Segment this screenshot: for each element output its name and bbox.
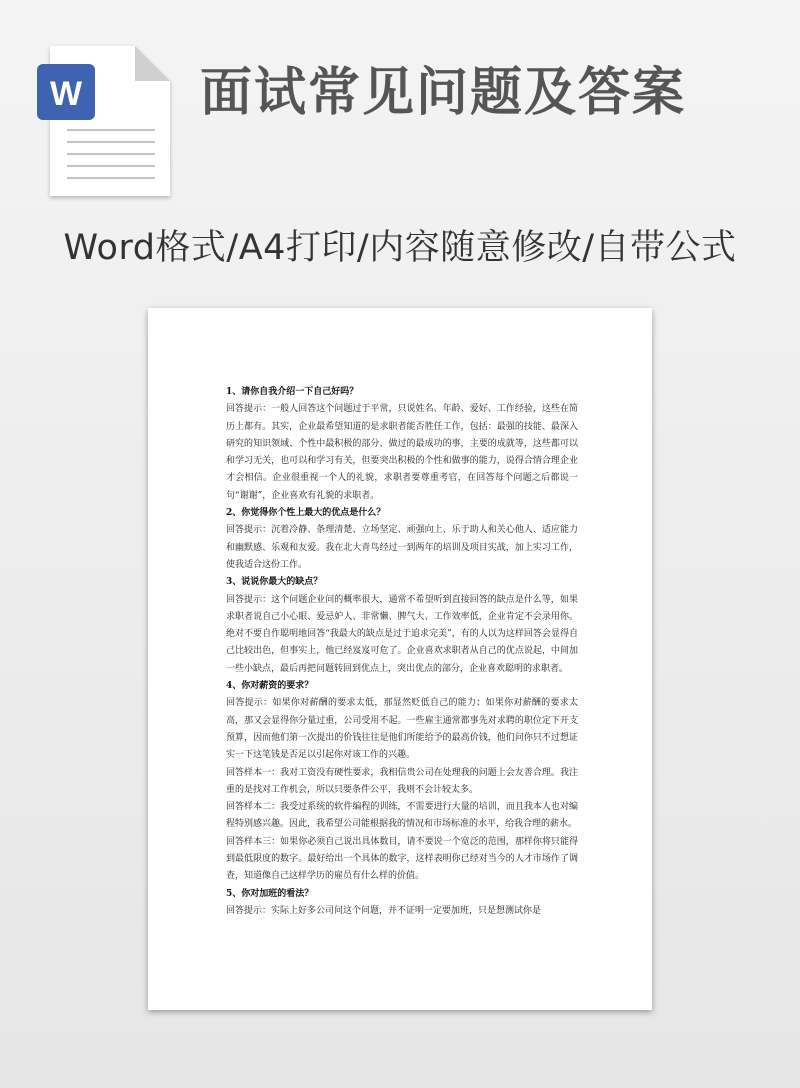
question-heading: 1、请你自我介绍一下自己好吗？ — [226, 387, 359, 397]
page-subtitle: Word格式/A4打印/内容随意修改/自带公式 — [63, 228, 737, 268]
file-fold-shape — [135, 46, 170, 81]
page-title: 面试常见问题及答案 — [200, 63, 687, 123]
answer-paragraph: 回答样本一：我对工资没有硬性要求，我相信贵公司在处理我的问题上会友善合理。我注重的是找对工作机会，所以只要条件公平，我则不会计较太多。 — [226, 767, 578, 795]
question-heading: 5、你对加班的看法？ — [226, 888, 314, 899]
document-body — [226, 384, 578, 920]
answer-paragraph: 回答提示：这个问题企业问的概率很大，通常不希望听到直接回答的缺点是什么等，如果求职者说自己小心眼、爱忌妒人、非常懒、脾气大、工作效率低，企业肯定不会录用你。绝对不要自作聪明地回答“我最大的缺点是过于追求完美”，有的人以为这样回答会显得自己比较出色，但事实上，他已经岌岌可危了。企业喜欢求职者从自己的优点说起，中间加一些小缺点，最后再把问题转回到优点上，突出优点的部分，企业喜欢聪明的求职者。 — [226, 594, 578, 674]
answer-paragraph: 回答提示：如果你对薪酬的要求太低，那显然贬低自己的能力；如果你对薪酬的要求太高，那又会显得你分量过重，公司受用不起。一些雇主通常都事先对求聘的职位定下开支预算，因而他们第一次提出的价钱往往是他们所能给予的最高价钱，他们问你只不过想证实一下这笔钱是否足以引起你对该工作的兴趣。 — [226, 698, 578, 761]
question-heading: 4、你对薪资的要求？ — [226, 681, 314, 692]
answer-paragraph: 回答提示：实际上好多公司问这个问题，并不证明一定要加班，只是想测试你是 — [226, 905, 542, 916]
word-file-icon — [35, 42, 175, 202]
question-heading: 2、你觉得你个性上最大的优点是什么？ — [226, 508, 386, 519]
answer-paragraph: 回答样本二：我受过系统的软件编程的训练，不需要进行大量的培训，而且我本人也对编程特别感兴趣。因此，我希望公司能根据我的情况和市场标准的水平，给我合理的薪水。 — [226, 802, 578, 830]
document-page — [148, 308, 652, 1010]
answer-paragraph: 回答样本三：如果你必须自己说出具体数目，请不要说一个宽泛的范围，那样你将只能得到最低限度的数字。最好给出一个具体的数字，这样表明你已经对当今的人才市场作了调查，知道像自己这样学历的雇员有什么样的价值。 — [226, 836, 578, 882]
question-heading: 3、说说你最大的缺点？ — [226, 577, 323, 588]
answer-paragraph: 回答提示：一般人回答这个问题过于平常，只说姓名、年龄、爱好、工作经验，这些在简历上都有。其实，企业最希望知道的是求职者能否胜任工作，包括：最强的技能、最深入研究的知识领域、个性中最积极的部分、做过的最成功的事，主要的成就等，这些都可以和学习无关，也可以和学习有关，但要突出积极的个性和做事的能力，说得合情合理企业才会相信。企业很重视一个人的礼貌，求职者要尊重考官，在回答每个问题之后都说一句“谢谢”，企业喜欢有礼貌的求职者。 — [226, 404, 578, 501]
word-badge-letter: W — [49, 75, 83, 113]
answer-paragraph: 回答提示：沉着冷静、条理清楚、立场坚定、顽强向上、乐于助人和关心他人、适应能力和幽默感、乐观和友爱。我在北大青鸟经过一到两年的培训及项目实战，加上实习工作，使我适合这份工作。 — [226, 525, 578, 570]
